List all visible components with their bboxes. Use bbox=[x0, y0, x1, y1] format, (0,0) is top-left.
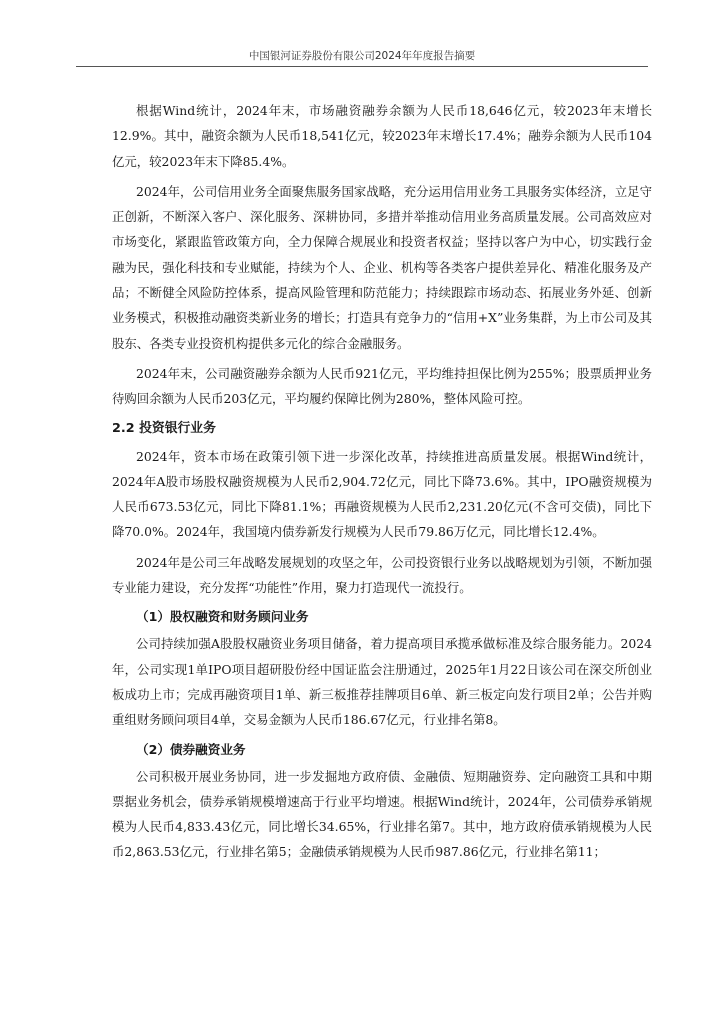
page-header-title: 中国银河证券股份有限公司2024年年度报告摘要 bbox=[248, 50, 476, 62]
subheading-bond-financing: （2）债券融资业务 bbox=[136, 741, 246, 757]
paragraph-capital-market: 2024年，资本市场在政策引领下进一步深化改革，持续推进高质量发展。根据Wind统计，2024年A股市场股权融资规模为人民币2,904.72亿元，同比下降73.6%。其中，IPO融资规模为人民币673.53亿元，同比下降81.1%；再融资规模为人民币2,231.20亿元(不含可交债)，同比下降70.0%。2024年，我国境内债券新发行规模为人民币79.86万亿元，同比增长12.4%。 bbox=[112, 448, 652, 540]
paragraph-equity-financing: 公司持续加强A股股权融资业务项目储备，着力提高项目承揽承做标准及综合服务能力。2024年，公司实现1单IPO项目超研股份经中国证监会注册通过，2025年1月22日该公司在深交所创业板成功上市；完成再融资项目1单、新三板推荐挂牌项目6单、新三板定向发行项目2单；公告并购重组财务顾问项目4单，交易金额为人民币186.67亿元，行业排名第8。 bbox=[112, 636, 652, 728]
document-body bbox=[112, 98, 652, 865]
section-heading-investment-banking: 2.2 投资银行业务 bbox=[112, 420, 216, 436]
header-divider bbox=[76, 66, 648, 67]
paragraph-margin-balance: 根据Wind统计，2024年末，市场融资融券余额为人民币18,646亿元，较2023年末增长12.9%。其中，融资余额为人民币18,541亿元，较2023年末增长17.4%；融券余额为人民币104亿元，较2023年末下降85.4%。 bbox=[112, 103, 652, 169]
subheading-equity-financing: （1）股权融资和财务顾问业务 bbox=[136, 609, 309, 625]
paragraph-credit-balance: 2024年末，公司融资融券余额为人民币921亿元，平均维持担保比例为255%；股票质押业务待购回余额为人民币203亿元，平均履约保障比例为280%，整体风险可控。 bbox=[112, 365, 652, 407]
paragraph-ib-strategy: 2024年是公司三年战略发展规划的攻坚之年，公司投资银行业务以战略规划为引领，不断加强专业能力建设，充分发挥“功能性”作用，聚力打造现代一流投行。 bbox=[112, 554, 652, 596]
paragraph-credit-business: 2024年，公司信用业务全面聚焦服务国家战略，充分运用信用业务工具服务实体经济，立足守正创新，不断深入客户、深化服务、深耕协同，多措并举推动信用业务高质量发展。公司高效应对市场变化，紧跟监管政策方向，全力保障合规展业和投资者权益；坚持以客户为中心，切实践行金融为民，强化科技和专业赋能，持续为个人、企业、机构等各类客户提供差异化、精准化服务及产品；不断健全风险防控体系，提高风险管理和防范能力；持续跟踪市场动态、拓展业务外延、创新业务模式，积极推动融资类新业务的增长；打造具有竞争力的“信用+X”业务集群，为上市公司及其股东、各类专业投资机构提供多元化的综合金融服务。 bbox=[112, 183, 652, 351]
paragraph-bond-financing: 公司积极开展业务协同，进一步发掘地方政府债、金融债、短期融资券、定向融资工具和中期票据业务机会，债券承销规模增速高于行业平均增速。根据Wind统计，2024年，公司债券承销规模为人民币4,833.43亿元，同比增长34.65%，行业排名第7。其中，地方政府债承销规模为人民币2,863.53亿元，行业排名第5；金融债承销规模为人民币987.86亿元，行业排名第11； bbox=[112, 768, 652, 860]
